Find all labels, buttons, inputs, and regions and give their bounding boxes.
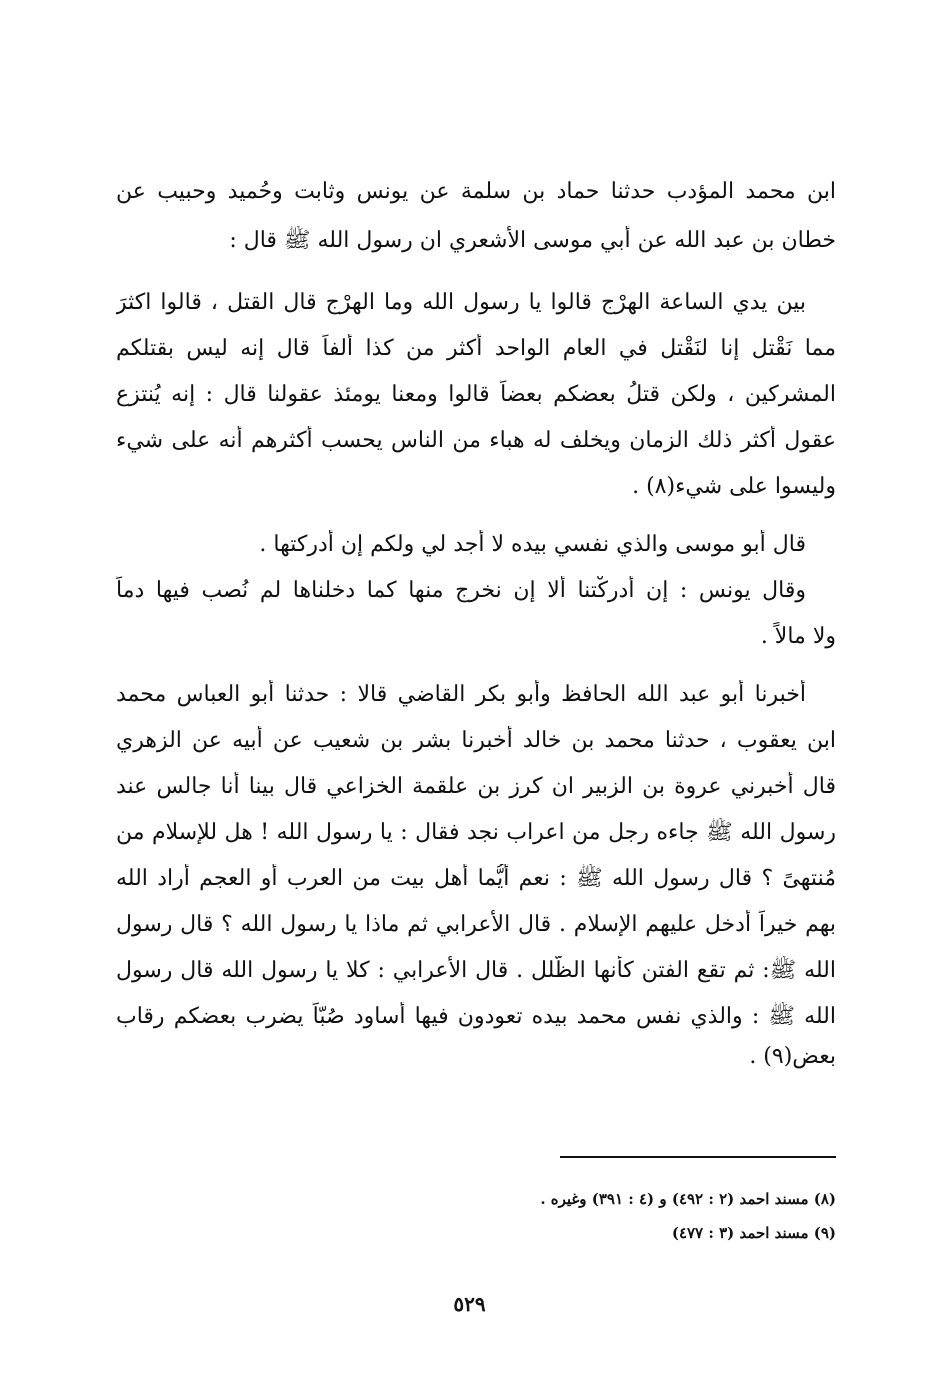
text-line: قال أبو موسى والذي نفسي بيده لا أجد لي ولكم إن أدركتها .	[259, 532, 806, 557]
text-line: ابن محمد المؤدب حدثنا حماد بن سلمة عن يونس وثابت وحُميد وحبيب عن	[116, 179, 836, 204]
text-line: وليسوا على شيء(٨) .	[632, 474, 836, 499]
page-number: ٥٢٩	[453, 1292, 486, 1316]
text-line: قال أخبرني عروة بن الزبير ان كرز بن علقمة الخزاعي قال بينا أنا جالس عند	[116, 774, 836, 799]
text-line: المشركين ، ولكن قتلُ بعضكم بعضاً قالوا ومعنا يومئذ عقولنا قال : إنه يُنتزع	[116, 382, 836, 407]
footnote-separator	[560, 1156, 836, 1158]
text-line: وقال يونس : إن أدركْتنا ألا إن نخرج منها كما دخلناها لم نُصب فيها دماً	[116, 578, 806, 603]
footnote: (٩) مسند احمد (٣ : ٤٧٧)	[671, 1224, 836, 1242]
text-line: عقول أكثر ذلك الزمان ويخلف له هباء من الناس يحسب أكثرهم أنه على شيء	[116, 428, 836, 453]
text-line: رسول الله ﷺ جاءه رجل من اعراب نجد فقال : يا رسول الله ! هل للإسلام من	[116, 820, 836, 845]
text-line: بين يدي الساعة الهرْج قالوا يا رسول الله وما الهرْج قال القتل ، قالوا اكثرَ	[116, 290, 806, 315]
text-line: مُنتهىً ؟ قال رسول الله ﷺ : نعم أيُّما أهل بيت من العرب أو العجم أراد الله	[116, 866, 836, 891]
text-line: الله ﷺ : والذي نفس محمد بيده تعودون فيها أساود صُبّاً يضرب بعضكم رقاب	[116, 1004, 836, 1029]
text-line: ابن يعقوب ، حدثنا محمد بن خالد أخبرنا بشر بن شعيب عن أبيه عن الزهري	[116, 728, 836, 753]
text-line: ولا مالاً .	[760, 624, 836, 649]
text-line: مما نَقْتل إنا لنَقْتل في العام الواحد أكثر من كذا ألفاً قال إنه ليس بقتلكم	[116, 336, 836, 361]
text-line: خطان بن عبد الله عن أبي موسى الأشعري ان رسول الله ﷺ قال :	[229, 228, 836, 253]
text-line: أخبرنا أبو عبد الله الحافظ وأبو بكر القاضي قالا : حدثنا أبو العباس محمد	[116, 682, 806, 707]
text-line: بعض(٩) .	[749, 1044, 836, 1069]
text-line: بهم خيراً أدخل عليهم الإسلام . قال الأعرابي ثم ماذا يا رسول الله ؟ قال رسول	[116, 912, 836, 937]
text-line: الله ﷺ: ثم تقع الفتن كأنها الظُّلل . قال الأعرابي : كلا يا رسول الله قال رسول	[116, 958, 836, 983]
footnote: (٨) مسند احمد (٢ : ٤٩٢) و (٤ : ٣٩١) وغيره .	[540, 1190, 836, 1208]
